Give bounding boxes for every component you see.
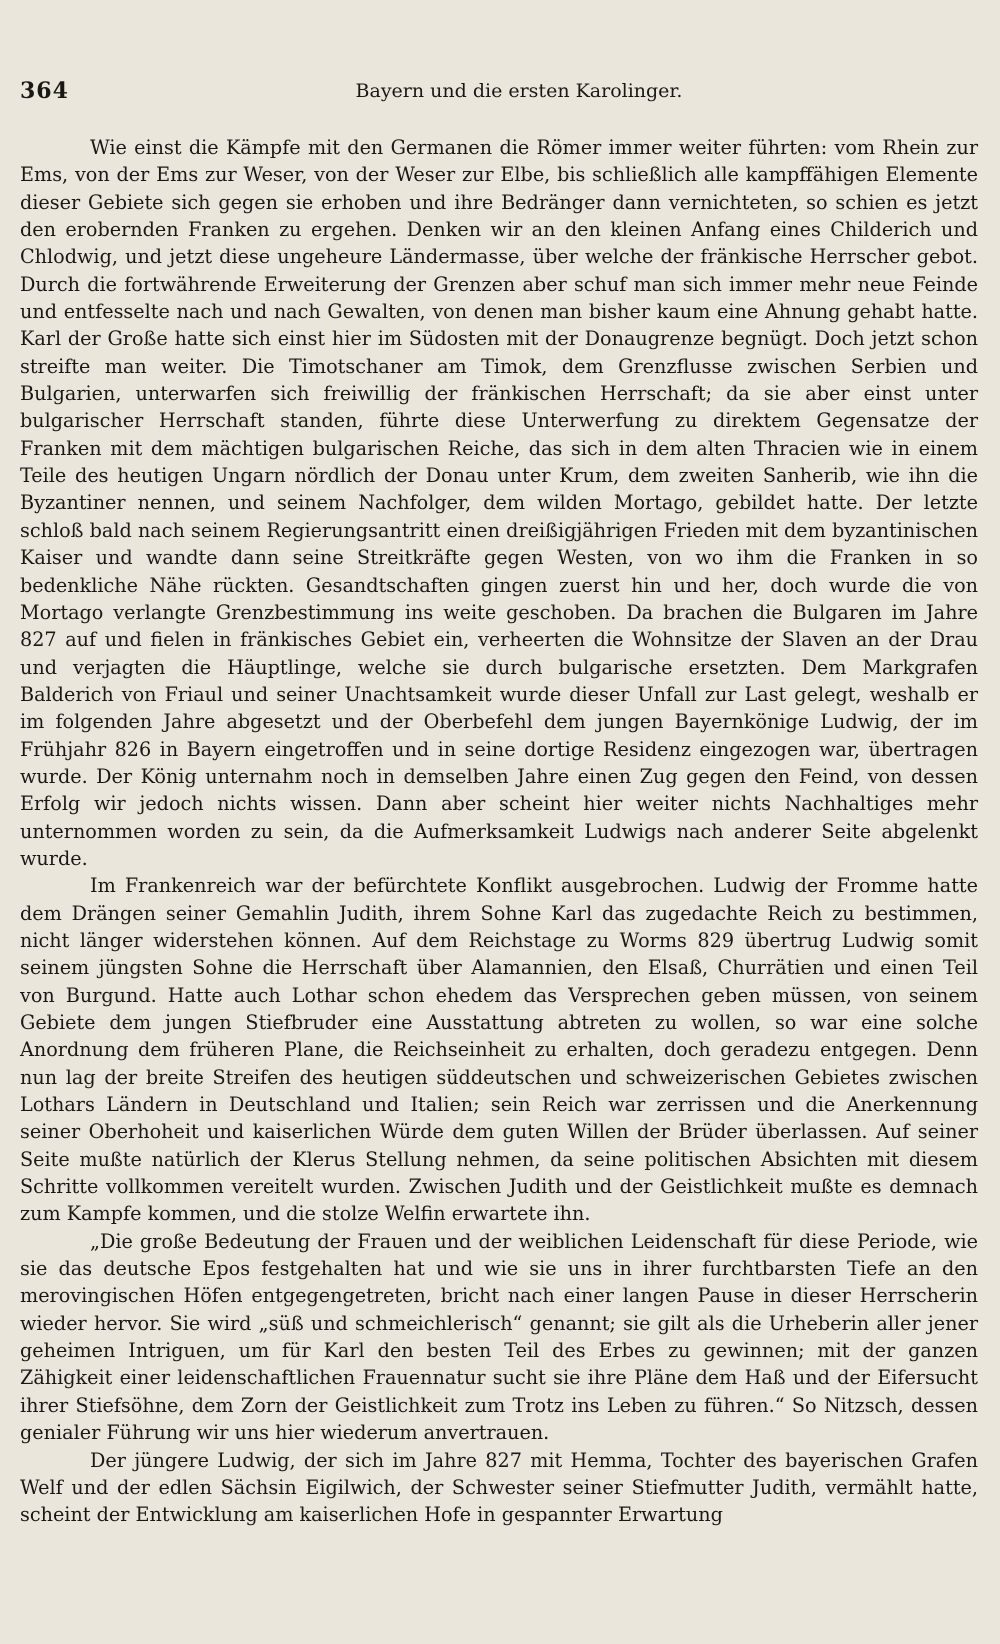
body-text [20,134,978,1529]
running-title: Bayern und die ersten Karolinger. [355,80,683,102]
paragraph: Wie einst die Kämpfe mit den Germanen die Römer immer weiter führten: vom Rhein zur Ems, von der Ems zur Weser, von der Weser zur Elbe, bis schließlich alle kampffähigen Elemente dieser Gebiete sich gegen sie erhoben und ihre Bedränger dann vernichteten, so schien es jetzt den erobernden Franken zu ergehen. Denken wir an den kleinen Anfang eines Childerich und Chlodwig, und jetzt diese ungeheure Ländermasse, über welche der fränkische Herrscher gebot. Durch die fortwährende Erweiterung der Grenzen aber schuf man sich immer mehr neue Feinde und entfesselte nach und nach Gewalten, von denen man bisher kaum eine Ahnung gehabt hatte. Karl der Große hatte sich einst hier im Südosten mit der Donaugrenze begnügt. Doch jetzt schon streifte man weiter. Die Timotschaner am Timok, dem Grenzflusse zwischen Serbien und Bulgarien, unterwarfen sich freiwillig der fränkischen Herrschaft; da sie aber einst unter bulgarischer Herrschaft standen, führte diese Unterwerfung zu direktem Gegensatze der Franken mit dem mächtigen bulgarischen Reiche, das sich in dem alten Thracien wie in einem Teile des heutigen Ungarn nördlich der Donau unter Krum, dem zweiten Sanherib, wie ihn die Byzantiner nennen, und seinem Nachfolger, dem wilden Mortago, gebildet hatte. Der letzte schloß bald nach seinem Regierungsantritt einen dreißigjährigen Frieden mit dem byzantinischen Kaiser und wandte dann seine Streitkräfte gegen Westen, von wo ihm die Franken in so bedenkliche Nähe rückten. Gesandtschaften gingen zuerst hin und her, doch wurde die von Mortago verlangte Grenzbestimmung ins weite geschoben. Da brachen die Bulgaren im Jahre 827 auf und fielen in fränkisches Gebiet ein, verheerten die Wohnsitze der Slaven an der Drau und verjagten die Häuptlinge, welche sie durch bulgarische ersetzten. Dem Markgrafen Balderich von Friaul und seiner Unachtsamkeit wurde dieser Unfall zur Last gelegt, weshalb er im folgenden Jahre abgesetzt und der Oberbefehl dem jungen Bayernkönige Ludwig, der im Frühjahr 826 in Bayern eingetroffen und in seine dortige Residenz eingezogen war, übertragen wurde. Der König unternahm noch in demselben Jahre einen Zug gegen den Feind, von dessen Erfolg wir jedoch nichts wissen. Dann aber scheint hier weiter nichts Nachhaltiges mehr unternommen worden zu sein, da die Aufmerksamkeit Ludwigs nach anderer Seite abgelenkt wurde. [20,136,978,870]
paragraph: Im Frankenreich war der befürchtete Konflikt ausgebrochen. Ludwig der Fromme hatte dem Drängen seiner Gemahlin Judith, ihrem Sohne Karl das zugedachte Reich zu bestimmen, nicht länger widerstehen können. Auf dem Reichstage zu Worms 829 übertrug Ludwig somit seinem jüngsten Sohne die Herrschaft über Alamannien, den Elsaß, Churrätien und einen Teil von Burgund. Hatte auch Lothar schon ehedem das Versprechen geben müssen, von seinem Gebiete dem jungen Stiefbruder eine Ausstattung abtreten zu wollen, so war eine solche Anordnung dem früheren Plane, die Reichseinheit zu erhalten, doch geradezu entgegen. Denn nun lag der breite Streifen des heutigen süddeutschen und schweizerischen Gebietes zwischen Lothars Ländern in Deutschland und Italien; sein Reich war zerrissen und die Anerkennung seiner Oberhoheit und kaiserlichen Würde dem guten Willen der Brüder überlassen. Auf seiner Seite mußte natürlich der Klerus Stellung nehmen, da seine politischen Absichten mit diesem Schritte vollkommen vereitelt wurden. Zwischen Judith und der Geistlichkeit mußte es demnach zum Kampfe kommen, und die stolze Welfin erwartete ihn. [20,874,978,1226]
paragraph: Der jüngere Ludwig, der sich im Jahre 827 mit Hemma, Tochter des bayerischen Grafen Welf und der edlen Sächsin Eigilwich, der Schwester seiner Stiefmutter Judith, vermählt hatte, scheint der Entwicklung am kaiserlichen Hofe in gespannter Erwartung [20,1448,978,1527]
page-header [20,58,978,104]
page-number: 364 [20,78,69,104]
paragraph: „Die große Bedeutung der Frauen und der weiblichen Leidenschaft für diese Periode, wie sie das deutsche Epos festgehalten hat und wie sie uns in ihrer furchtbarsten Tiefe an den merovingischen Höfen entgegengetreten, bricht nach einer langen Pause in dieser Herrscherin wieder hervor. Sie wird „süß und schmeichlerisch“ genannt; sie gilt als die Urheberin aller jener geheimen Intriguen, um für Karl den besten Teil des Erbes zu gewinnen; mit der ganzen Zähigkeit einer leidenschaftlichen Frauennatur sucht sie ihre Pläne dem Haß und der Eifersucht ihrer Stiefsöhne, dem Zorn der Geistlichkeit zum Trotz ins Leben zu führen.“ So Nitzsch, dessen genialer Führung wir uns hier wiederum anvertrauen. [20,1229,978,1445]
